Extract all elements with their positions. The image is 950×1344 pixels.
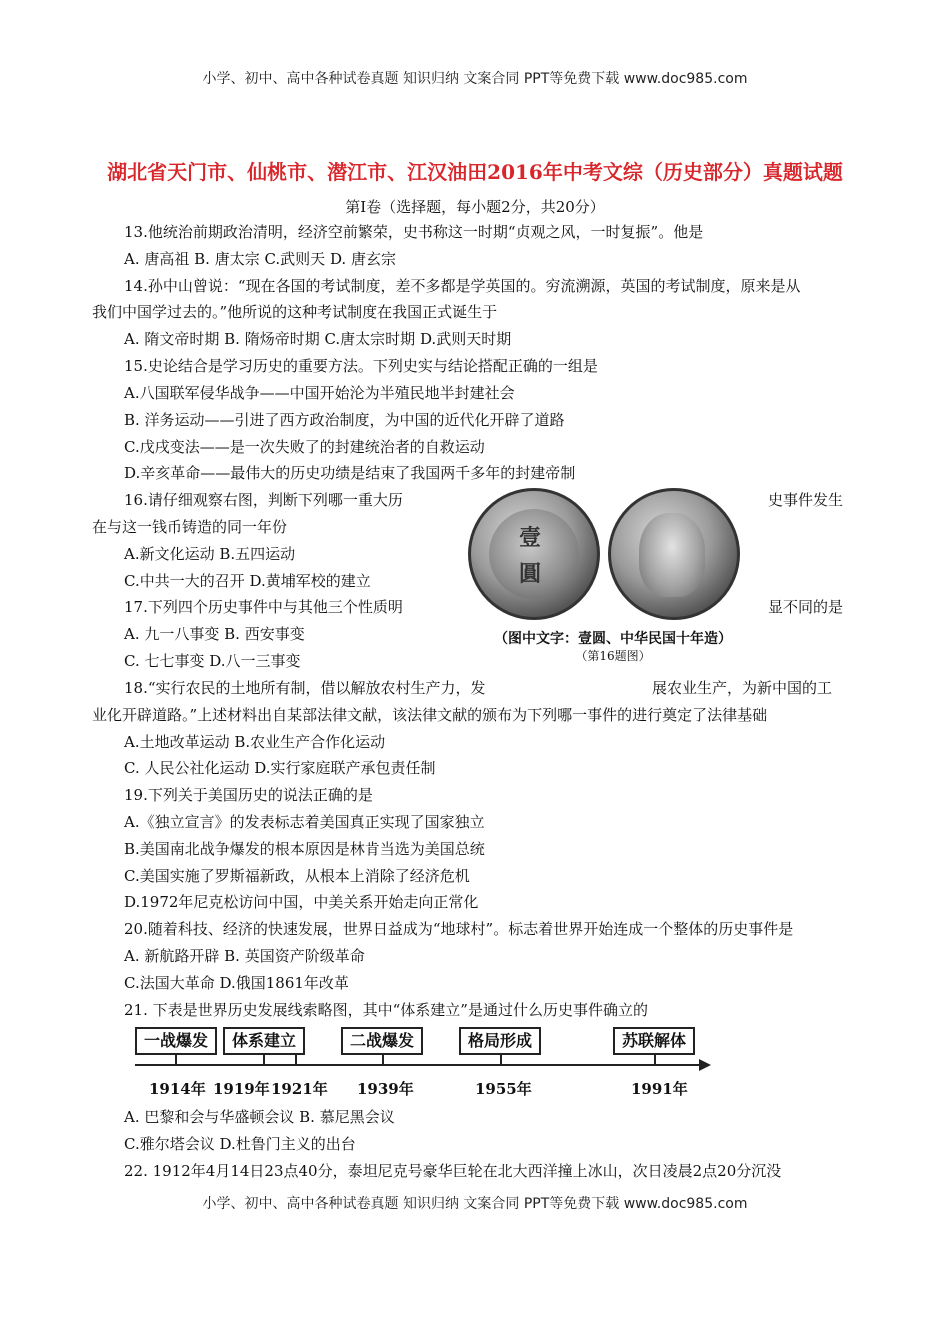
q16-stem-2: 在与这一钱币铸造的同一年份	[92, 518, 288, 536]
footer-banner: 小学、初中、高中各种试卷真题 知识归纳 文案合同 PPT等免费下载 www.doc985.com	[202, 1196, 748, 1212]
q16-stem-1: 16.请仔细观察右图，判断下列哪一重大历	[124, 491, 403, 509]
q19-stem: 19.下列关于美国历史的说法正确的是	[124, 786, 373, 804]
timeline-event-system: 体系建立	[223, 1027, 305, 1055]
q19-option-a: A.《独立宣言》的发表标志着美国真正实现了国家独立	[124, 813, 485, 831]
q20-stem: 20.随着科技、经济的快速发展，世界日益成为“地球村”。标志着世界开始连成一个整体的历史事件是	[124, 920, 794, 938]
q20-options-cd: C.法国大革命 D.俄国1861年改革	[124, 974, 349, 992]
timeline-year-1921: 1921年	[271, 1080, 328, 1098]
q21-options-cd: C.雅尔塔会议 D.杜鲁门主义的出台	[124, 1135, 356, 1153]
timeline-year-1991: 1991年	[631, 1080, 688, 1098]
section-heading: 第Ⅰ卷（选择题，每小题2分，共20分）	[345, 198, 605, 216]
timeline-year-1919: 1919年	[213, 1080, 270, 1098]
timeline-year-1914: 1914年	[149, 1080, 206, 1098]
q20-options-ab: A. 新航路开辟 B. 英国资产阶级革命	[124, 947, 365, 965]
timeline-event-ussr: 苏联解体	[613, 1027, 695, 1055]
q18-stem-1b: 展农业生产，为新中国的工	[652, 679, 833, 697]
coin-char-2: 圓	[519, 561, 542, 587]
q17-options-cd: C. 七七事变 D.八一三事变	[124, 652, 301, 670]
q17-stem-1b: 显不同的是	[768, 598, 844, 616]
q15-option-c: C.戊戌变法——是一次失败了的封建统治者的自救运动	[124, 438, 485, 456]
page-title: 湖北省天门市、仙桃市、潜江市、江汉油田2016年中考文综（历史部分）真题试题	[107, 160, 843, 184]
q18-stem-2: 业化开辟道路。”上述材料出自某部法律文献，该法律文献的颁布为下列哪一事件的进行奠定了法律基础	[92, 706, 768, 724]
q15-option-b: B. 洋务运动——引进了西方政治制度，为中国的近代化开辟了道路	[124, 411, 565, 429]
timeline-year-1939: 1939年	[357, 1080, 414, 1098]
q18-options-cd: C. 人民公社化运动 D.实行家庭联产承包责任制	[124, 759, 436, 777]
q19-option-d: D.1972年尼克松访问中国，中美关系开始走向正常化	[124, 893, 479, 911]
history-timeline	[135, 1022, 735, 1102]
figure-caption: （图中文字：壹圆、中华民国十年造）	[494, 631, 732, 647]
q16-options-ab: A.新文化运动 B.五四运动	[124, 545, 296, 563]
q14-options: A. 隋文帝时期 B. 隋炀帝时期 C.唐太宗时期 D.武则天时期	[124, 330, 512, 348]
timeline-axis	[135, 1064, 701, 1066]
q21-stem: 21. 下表是世界历史发展线索略图，其中“体系建立”是通过什么历史事件确立的	[124, 1001, 648, 1019]
q19-option-b: B.美国南北战争爆发的根本原因是林肯当选为美国总统	[124, 840, 485, 858]
q21-options-ab: A. 巴黎和会与华盛顿会议 B. 慕尼黑会议	[124, 1108, 395, 1126]
q18-options-ab: A.土地改革运动 B.农业生产合作化运动	[124, 733, 386, 751]
q15-stem: 15.史论结合是学习历史的重要方法。下列史实与结论搭配正确的一组是	[124, 357, 598, 375]
q17-options-ab: A. 九一八事变 B. 西安事变	[124, 625, 305, 643]
q16-options-cd: C.中共一大的召开 D.黄埔军校的建立	[124, 572, 371, 590]
q13-stem: 13.他统治前期政治清明，经济空前繁荣，史书称这一时期“贞观之风，一时复振”。他是	[124, 223, 704, 241]
q14-stem-2: 我们中国学过去的。”他所说的这种考试制度在我国正式诞生于	[92, 303, 498, 321]
q15-option-d: D.辛亥革命——最伟大的历史功绩是结束了我国两千多年的封建帝制	[124, 464, 576, 482]
timeline-event-ww2: 二战爆发	[341, 1027, 423, 1055]
q16-stem-1b: 史事件发生	[768, 491, 844, 509]
q14-stem-1: 14.孙中山曾说：“现在各国的考试制度，差不多都是学英国的。穷流溯源，英国的考试制度，原来是从	[124, 277, 801, 295]
q13-options: A. 唐高祖 B. 唐太宗 C.武则天 D. 唐玄宗	[124, 250, 396, 268]
timeline-event-ww1: 一战爆发	[135, 1027, 217, 1055]
q22-stem: 22. 1912年4月14日23点40分，泰坦尼克号豪华巨轮在北大西洋撞上冰山，次日凌晨2点20分沉没	[124, 1162, 782, 1180]
header-banner: 小学、初中、高中各种试卷真题 知识归纳 文案合同 PPT等免费下载 www.doc985.com	[202, 71, 748, 87]
coin-char-1: 壹	[519, 525, 542, 551]
timeline-year-1955: 1955年	[475, 1080, 532, 1098]
coin-obverse	[468, 488, 600, 620]
timeline-arrow-icon	[699, 1059, 711, 1071]
timeline-event-pattern: 格局形成	[459, 1027, 541, 1055]
q19-option-c: C.美国实施了罗斯福新政，从根本上消除了经济危机	[124, 867, 470, 885]
coin-reverse-portrait	[608, 488, 740, 620]
figure-label: （第16题图）	[575, 649, 651, 663]
q15-option-a: A.八国联军侵华战争——中国开始沦为半殖民地半封建社会	[124, 384, 515, 402]
q17-stem-1: 17.下列四个历史事件中与其他三个性质明	[124, 598, 403, 616]
q18-stem-1: 18.“实行农民的土地所有制，借以解放农村生产力，发	[124, 679, 486, 697]
